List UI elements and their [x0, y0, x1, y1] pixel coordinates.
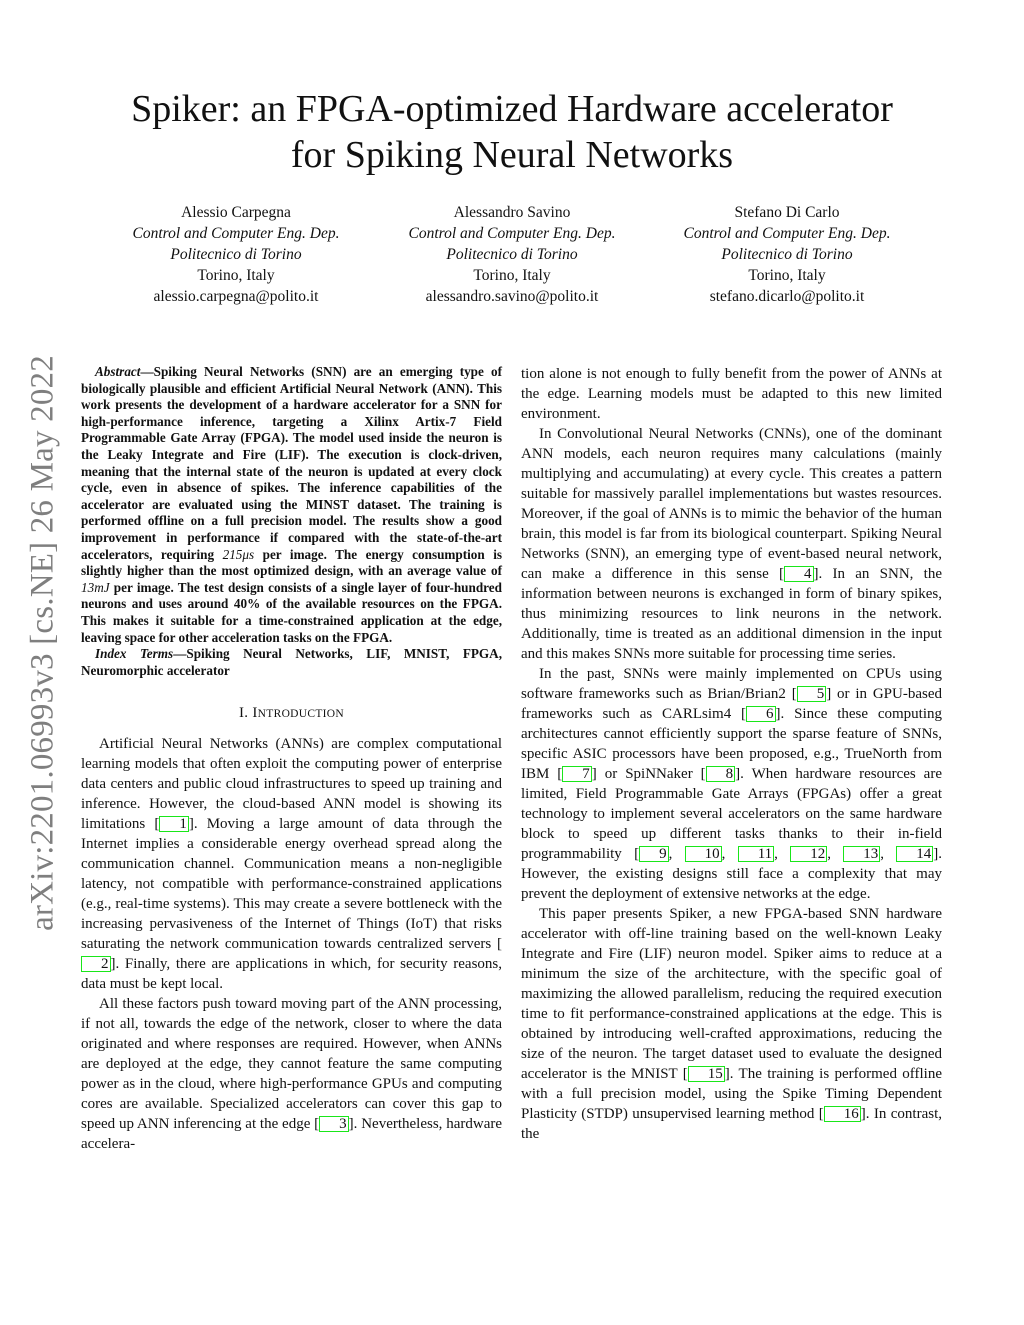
citation-link[interactable]: 3	[319, 1116, 349, 1132]
citation-link[interactable]: 6	[746, 706, 776, 722]
author-dept: Control and Computer Eng. Dep.	[408, 225, 616, 242]
paragraph-text: All these factors push toward moving part of the ANN processing, if not all, towards the edge of the network, closer to where the data originated and where responses are required. However, when ANNs are deployed at the edge, they cannot feature the same computing power as in the cloud, where high-performance GPUs and computing cores are available. Specialized accelerators can cover this gap to speed up ANN inferencing at the edge	[81, 996, 502, 1133]
title-line-1: Spiker: an FPGA-optimized Hardware accelerator	[131, 88, 893, 130]
abstract-math-energy: 13mJ	[81, 579, 110, 595]
citation-link[interactable]: 10	[685, 846, 722, 862]
author-name: Alessandro Savino	[453, 204, 571, 221]
citation-link[interactable]: 11	[738, 846, 774, 862]
section-title-rest: NTRODUCTION	[257, 708, 345, 721]
abstract-label: Abstract	[95, 364, 141, 379]
author-org: Politecnico di Torino	[446, 246, 578, 263]
arxiv-stamp	[20, 346, 66, 940]
paragraph-text: . When hardware resources are limited, Field Programmable Gate Arrays (FPGAs) offer a great technology to implement several accelerators on the same hardware block to speed up different tasks thanks to their in-field programmability	[521, 766, 942, 862]
citation-link[interactable]: 2	[81, 956, 111, 972]
paragraph-text: or SpiNNaker	[596, 766, 701, 782]
section-title-first: I	[252, 705, 258, 722]
author-name: Stefano Di Carlo	[734, 204, 840, 221]
paragraph-text: . However, the existing designs still face a complexity that may prevent the deployment of extensive networks at the edge.	[521, 846, 943, 902]
citation-link[interactable]: 15	[688, 1066, 725, 1082]
citation-link[interactable]: 9	[639, 846, 669, 862]
paragraph-2: All these factors push toward moving part of the ANN processing, if not all, towards the edge of the network, closer to where the data originated and where responses are required. However, when ANNs are deployed at the edge, they cannot feature the same computing power as in the cloud, where high-performance GPUs and computing cores are available. Specialized accelerators can cover this gap to speed up ANN inferencing at the edge [ 3 ]. Nevertheless, hardware accelera-	[81, 996, 503, 1153]
paragraph-text: . In an SNN, the information between neurons is exchanged in form of binary spikes, thus minimizing resources to link neurons in the network. Additionally, time is treated as an additional dimension in the input and this makes SNNs more suitable for processing time series.	[521, 566, 942, 662]
paragraph-text: . Nevertheless, hardware accelera-	[81, 1116, 503, 1153]
citation-link[interactable]: 5	[797, 686, 827, 702]
section-number: I.	[238, 705, 253, 722]
author-email: alessandro.savino@polito.it	[425, 288, 599, 305]
paragraph-text: . In contrast, the	[521, 1106, 943, 1142]
author-location: Torino, Italy	[473, 267, 551, 284]
author-location: Torino, Italy	[748, 267, 826, 284]
paragraph-text: Artificial Neural Networks (ANNs) are complex computational learning models that often exploit the computing power of enterprise data centers and public cloud infrastructures to speed up training and inference. However, the cloud-based ANN model is showing its limitations	[81, 736, 502, 833]
index-terms	[81, 646, 502, 679]
paper-title	[80, 86, 944, 178]
author-org: Politecnico di Torino	[170, 246, 302, 263]
arxiv-stamp-text: arXiv:2201.06993v3 [cs.NE] 26 May 2022	[24, 355, 61, 931]
right-column	[521, 364, 942, 1144]
author-email: stefano.dicarlo@polito.it	[709, 288, 865, 305]
citation-link[interactable]: 7	[562, 766, 592, 782]
citation-link[interactable]: 13	[843, 846, 880, 862]
paragraph-text: . Moving a large amount of data through the Internet implies a considerable energy overhead spread along the communication channel. Communication means a non-negligible latency, not compatible with performance-constrained applications (e.g., real-time systems). This may create a severe bottleneck with the increasing pervasiveness of the Internet of Things (IoT) that risks saturating the network communication towards centralized servers	[81, 816, 503, 953]
citation-link[interactable]: 16	[824, 1106, 861, 1122]
author-org: Politecnico di Torino	[721, 246, 853, 263]
paragraph-text: . Finally, there are applications in which, for security reasons, data must be kept local.	[81, 956, 502, 993]
left-column	[81, 364, 502, 1154]
paragraph-text: tion alone is not enough to fully benefit from the power of ANNs at the edge. Learning models must be adapted to this new limited environment.	[521, 366, 942, 422]
citation-link[interactable]: 12	[790, 846, 827, 862]
author-location: Torino, Italy	[197, 267, 275, 284]
author-block-1	[96, 202, 376, 307]
author-name: Alessio Carpegna	[181, 204, 291, 221]
author-block-2	[372, 202, 652, 307]
index-terms-label: Index Terms	[95, 646, 174, 662]
abstract-dash: —	[140, 364, 154, 379]
author-block-3	[647, 202, 927, 307]
paragraph-text: In Convolutional Neural Networks (CNNs), one of the dominant ANN models, each neuron requires many calculations (mainly multiplying and accumulating) at every cycle. This creates a pattern suitable for massively parallel implementations but wastes resources. Moreover, if the goal of ANNs is to mimic the behavior of the human brain, this model is far from its biological counterpart. Spiking Neural Networks (SNN), an emerging type of event-based neural network, can make a difference in this sense	[521, 426, 942, 582]
index-terms-text: Spiking Neural Networks, LIF, MNIST, FPGA, Neuromorphic accelerator	[81, 646, 503, 678]
paragraph-4: In Convolutional Neural Networks (CNNs), one of the dominant ANN models, each neuron requires many calculations (mainly multiplying and accumulating) at every cycle. This creates a pattern suitable for massively parallel implementations but wastes resources. Moreover, if the goal of ANNs is to mimic the behavior of the human brain, this model is far from its biological counterpart. Spiking Neural Networks (SNN), an emerging type of event-based neural network, can make a difference in this sense [ 4 ]. In an SNN, the information between neurons is exchanged in form of binary spikes, thus minimizing resources to link neurons in the network. Additionally, time is treated as an additional dimension in the input and this makes SNNs more suitable for processing time series.	[521, 426, 942, 662]
paragraph-text: In the past, SNNs were mainly implemented on CPUs using software frameworks such as Brian/Brian2	[521, 666, 942, 702]
paragraph-text: This paper presents Spiker, a new FPGA-based SNN hardware accelerator with off-line training based on the well-known Leaky Integrate and Fire (LIF) neuron model. Spiker aims to reduce at a minimum the size of the architecture, with the specific goal of maximizing the allowed parallelism, reducing the required execution time to fit performance-constrained applications at the edge. This is obtained by introducing well-crafted approximations, reducing the size of the neuron. The target dataset used to evaluate the designed accelerator is the MNIST	[521, 906, 942, 1082]
paragraph-text: or in GPU-based frameworks such as CARLsim4	[521, 686, 942, 722]
author-email: alessio.carpegna@polito.it	[153, 288, 319, 305]
paragraph-5: In the past, SNNs were mainly implemented on CPUs using software frameworks such as Brian/Brian2 [ 5 ] or in GPU-based frameworks such as CARLsim4 [ 6 ]. Since these computing architectures cannot efficiently support the sparse feature of SNNs, specific ASIC processors have been proposed, e.g., TrueNorth from IBM [ 7 ] or SpiNNaker [ 8 ]. When hardware resources are limited, Field Programmable Gate Arrays (FPGAs) offer a great technology to implement several accelerators on the same hardware block to speed up different tasks thanks to their in-field programmability [ 9 , 10 , 11 , 12 , 13 , 14 ]. However, the existing designs still face a complexity that may prevent the deployment of extensive networks at the edge.	[521, 666, 943, 902]
author-dept: Control and Computer Eng. Dep.	[683, 225, 891, 242]
paragraph-text: . Since these computing architectures cannot efficiently support the sparse feature of SNNs, specific ASIC processors have been proposed, e.g., TrueNorth from IBM	[521, 706, 942, 782]
index-terms-dash: —	[173, 646, 187, 662]
citation-link[interactable]: 14	[896, 846, 933, 862]
paragraph-3	[521, 364, 942, 424]
section-heading	[81, 703, 502, 724]
title-line-2: for Spiking Neural Networks	[290, 134, 734, 176]
citation-link[interactable]: 1	[159, 816, 189, 832]
abstract	[81, 364, 502, 646]
citation-link[interactable]: 8	[706, 766, 736, 782]
abstract-text-1: Spiking Neural Networks (SNN) are an emerging type of biologically plausible and efficient Artificial Neural Network (ANN). This work presents the development of a hardware accelerator for a SNN for high-performance inference, targeting a Xilinx Artix-7 Field Programmable Gate Array (FPGA). The model used inside the neuron is the Leaky Integrate and Fire (LIF). The execution is clock-driven, meaning that the internal state of the neuron is updated at every clock cycle, even in absence of spikes. The inference capabilities of the accelerator are evaluated using the MINST dataset. The training is performed offline on a full precision model. The results show a good improvement in performance if compared with the state-of-the-art accelerators, requiring	[81, 364, 502, 562]
paragraph-6: This paper presents Spiker, a new FPGA-based SNN hardware accelerator with off-line training based on the well-known Leaky Integrate and Fire (LIF) neuron model. Spiker aims to reduce at a minimum the size of the architecture, with the specific goal of maximizing the allowed parallelism, reducing the required execution time to fit performance-constrained applications at the edge. This is obtained by introducing well-crafted approximations, reducing the size of the neuron. The target dataset used to evaluate the designed accelerator is the MNIST [ 15 ]. The training is performed offline with a full precision model, using the Spike Timing Dependent Plasticity (STDP) unsupervised learning method [ 16 ]. In contrast, the	[521, 906, 943, 1142]
abstract-text-3: per image. The test design consists of a single layer of four-hundred neurons and uses around 40% of the available resources on the FPGA. This makes it suitable for a time-constrained application at the edge, leaving space for other acceleration tasks on the FPGA.	[81, 579, 502, 645]
paragraph-text: . The training is performed offline with a full precision model, using the Spike Timing Dependent Plasticity (STDP) unsupervised learning method	[521, 1066, 942, 1122]
author-dept: Control and Computer Eng. Dep.	[132, 225, 340, 242]
abstract-math-latency: 215μs	[222, 546, 255, 562]
abstract-text-2: per image. The energy consumption is slightly higher than the most optimized design, with an average value of	[81, 546, 502, 579]
paragraph-1: Artificial Neural Networks (ANNs) are complex computational learning models that often exploit the computing power of enterprise data centers and public cloud infrastructures to speed up training and inference. However, the cloud-based ANN model is showing its limitations [ 1 ]. Moving a large amount of data through the Internet implies a considerable energy overhead spread along the communication channel. Communication means a non-negligible latency, not compatible with performance-constrained applications (e.g., real-time systems). This may create a severe bottleneck with the increasing pervasiveness of the Internet of Things (IoT) that risks saturating the network communication towards centralized servers [2 ]. Finally, there are applications in which, for security reasons, data must be kept local.	[81, 736, 503, 993]
citation-link[interactable]: 4	[784, 566, 814, 582]
